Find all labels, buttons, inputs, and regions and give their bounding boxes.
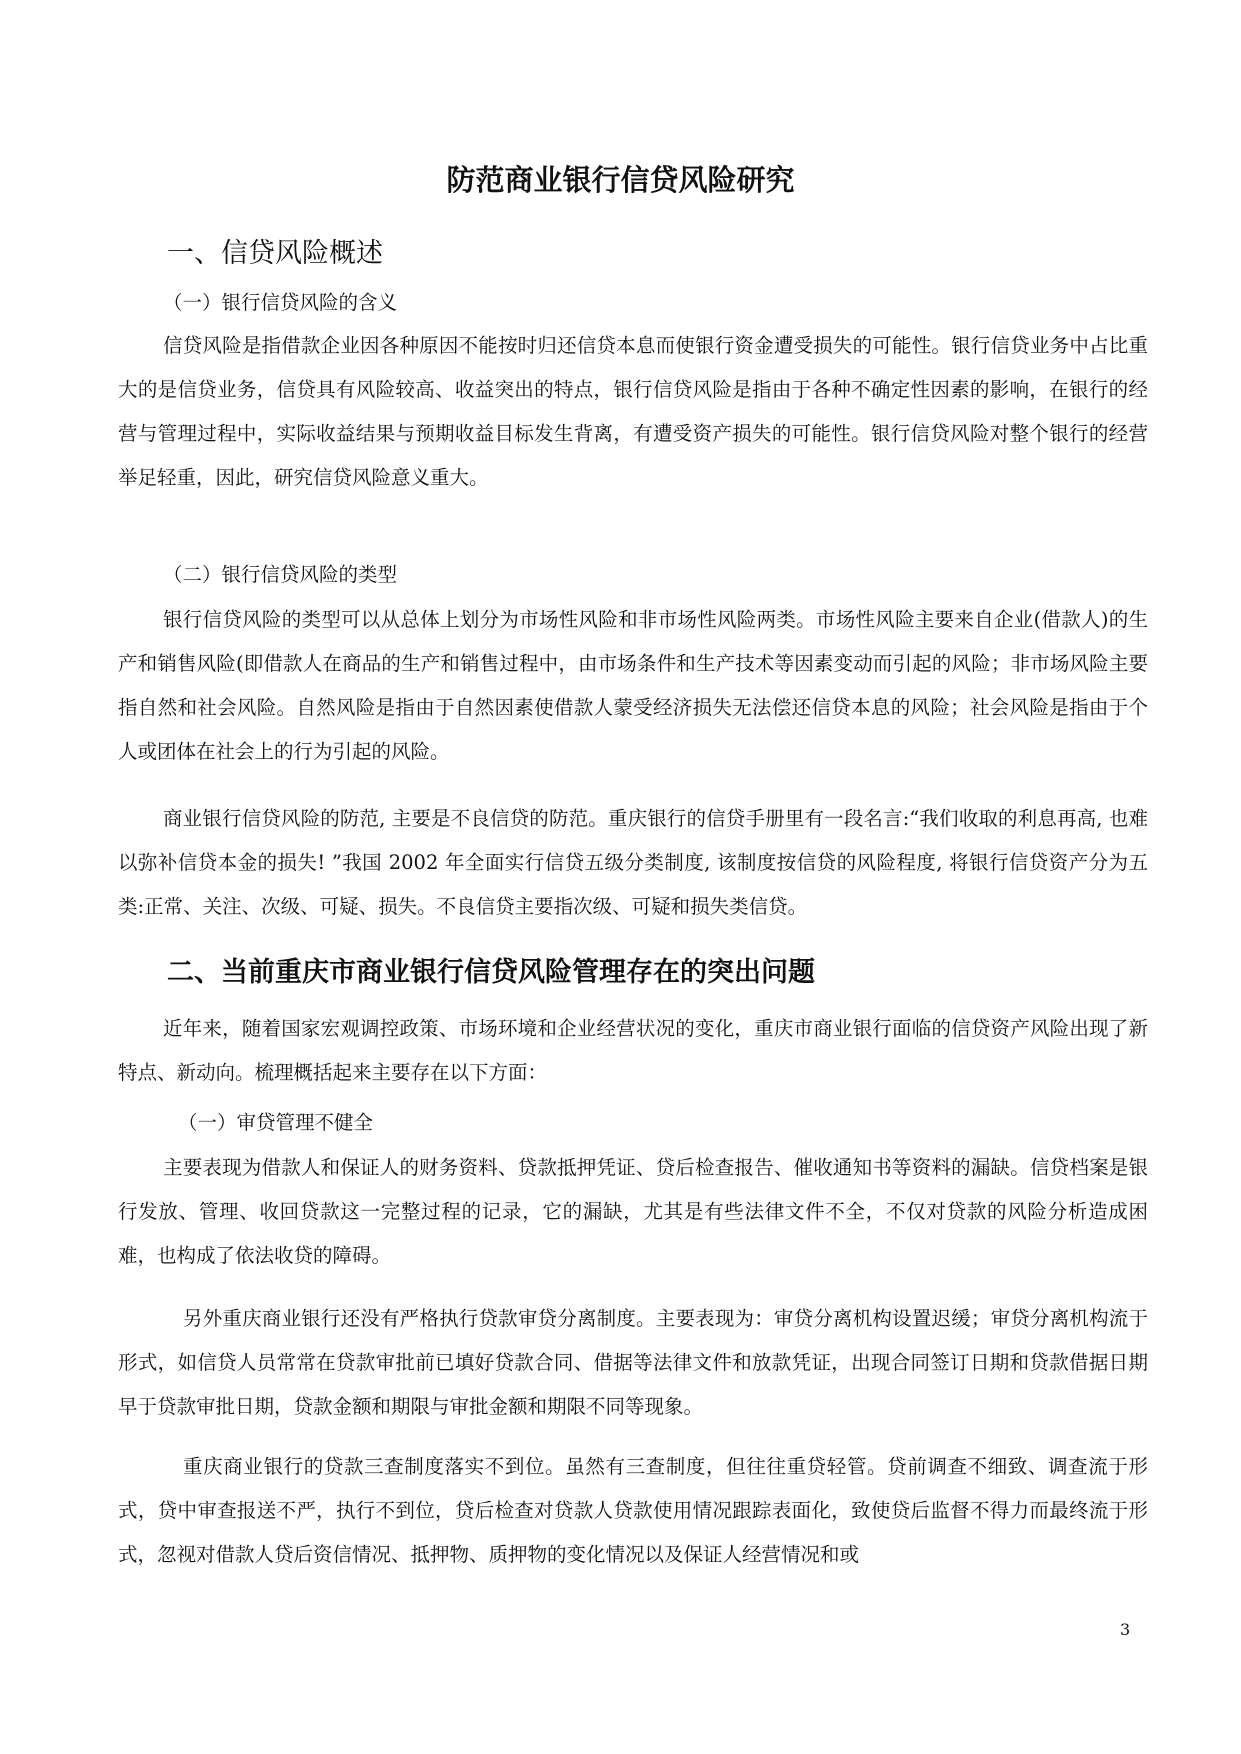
paragraph-2-1-1: 主要表现为借款人和保证人的财务资料、贷款抵押凭证、贷后检查报告、催收通知书等资料的漏缺。信贷档案是银行发放、管理、收回贷款这一完整过程的记录，它的漏缺，尤其是有些法律文件不全，不仅对贷款的风险分析造成困难，也构成了依法收贷的障碍。 <box>118 1156 1148 1267</box>
paragraph-2-1-2: 另外重庆商业银行还没有严格执行贷款审贷分离制度。主要表现为：审贷分离机构设置迟缓；审贷分离机构流于形式，如信贷人员常常在贷款审批前已填好贷款合同、借据等法律文件和放款凭证，出现合同签订日期和贷款借据日期早于贷款审批日期，贷款金额和期限与审批金额和期限不同等现象。 <box>118 1307 1148 1418</box>
subsection-heading-1-2: （二）银行信贷风险的类型 <box>163 563 398 586</box>
paragraph-1-2-2: 商业银行信贷风险的防范, 主要是不良信贷的防范。重庆银行的信贷手册里有一段名言:“我们收取的利息再高, 也难以弥补信贷本金的损失! ”我国 2002 年全面实行信贷五级分类制度, 该制度按信贷的风险程度, 将银行信贷资产分为五类:正常、关注、次级、可疑、损失。不良信贷主要指次级、可疑和损失类信贷。 <box>118 807 1148 918</box>
section-heading-2: 二、当前重庆市商业银行信贷风险管理存在的突出问题 <box>167 957 815 988</box>
section-heading-1: 一、信贷风险概述 <box>167 238 383 269</box>
subsection-heading-1-1: （一）银行信贷风险的含义 <box>163 291 398 314</box>
paragraph-1-2-1: 银行信贷风险的类型可以从总体上划分为市场性风险和非市场性风险两类。市场性风险主要来自企业(借款人)的生产和销售风险(即借款人在商品的生产和销售过程中，由市场条件和生产技术等因素变动而引起的风险；非市场风险主要指自然和社会风险。自然风险是指由于自然因素使借款人蒙受经济损失无法偿还信贷本息的风险；社会风险是指由于个人或团体在社会上的行为引起的风险。 <box>118 608 1148 763</box>
subsection-heading-2-1: （一）审贷管理不健全 <box>178 1111 374 1134</box>
page-number: 3 <box>1120 1620 1131 1639</box>
paragraph-2-intro: 近年来，随着国家宏观调控政策、市场环境和企业经营状况的变化，重庆市商业银行面临的信贷资产风险出现了新特点、新动向。梳理概括起来主要存在以下方面： <box>118 1017 1148 1084</box>
paragraph-2-1-3: 重庆商业银行的贷款三查制度落实不到位。虽然有三查制度，但往往重贷轻管。贷前调查不细致、调查流于形式，贷中审查报送不严，执行不到位，贷后检查对贷款人贷款使用情况跟踪表面化，致使贷后监督不得力而最终流于形式，忽视对借款人贷后资信情况、抵押物、质押物的变化情况以及保证人经营情况和或 <box>118 1455 1148 1566</box>
document-title: 防范商业银行信贷风险研究 <box>446 163 795 197</box>
paragraph-1-1-1: 信贷风险是指借款企业因各种原因不能按时归还信贷本息而使银行资金遭受损失的可能性。银行信贷业务中占比重大的是信贷业务，信贷具有风险较高、收益突出的特点，银行信贷风险是指由于各种不确定性因素的影响，在银行的经营与管理过程中，实际收益结果与预期收益目标发生背离，有遭受资产损失的可能性。银行信贷风险对整个银行的经营举足轻重，因此，研究信贷风险意义重大。 <box>118 334 1148 489</box>
